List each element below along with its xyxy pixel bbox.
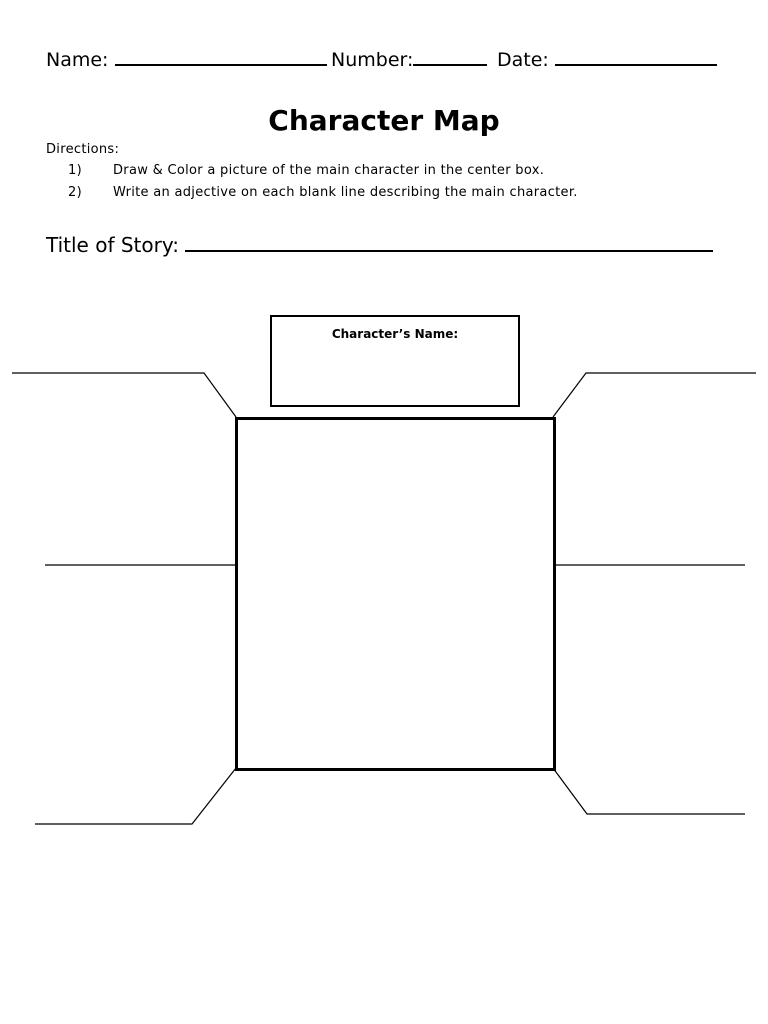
character-name-label: Character’s Name: bbox=[331, 327, 459, 341]
name-label: Name: bbox=[46, 49, 109, 71]
adjective-line-bottom-left[interactable] bbox=[35, 768, 236, 824]
adjective-line-top-left[interactable] bbox=[12, 373, 236, 417]
story-title-label: Title of Story: bbox=[46, 233, 179, 257]
directions-label: Directions: bbox=[46, 142, 120, 157]
step-text: Draw & Color a picture of the main character in the center box. bbox=[113, 163, 545, 178]
step-number: 1) bbox=[68, 163, 82, 178]
number-label: Number: bbox=[331, 49, 414, 71]
date-label: Date: bbox=[497, 49, 549, 71]
step-number: 2) bbox=[68, 185, 82, 200]
page-title: Character Map bbox=[268, 104, 500, 137]
step-text: Write an adjective on each blank line describing the main character. bbox=[113, 185, 578, 200]
adjective-line-top-right[interactable] bbox=[553, 373, 756, 417]
adjective-line-bottom-right[interactable] bbox=[553, 768, 745, 814]
